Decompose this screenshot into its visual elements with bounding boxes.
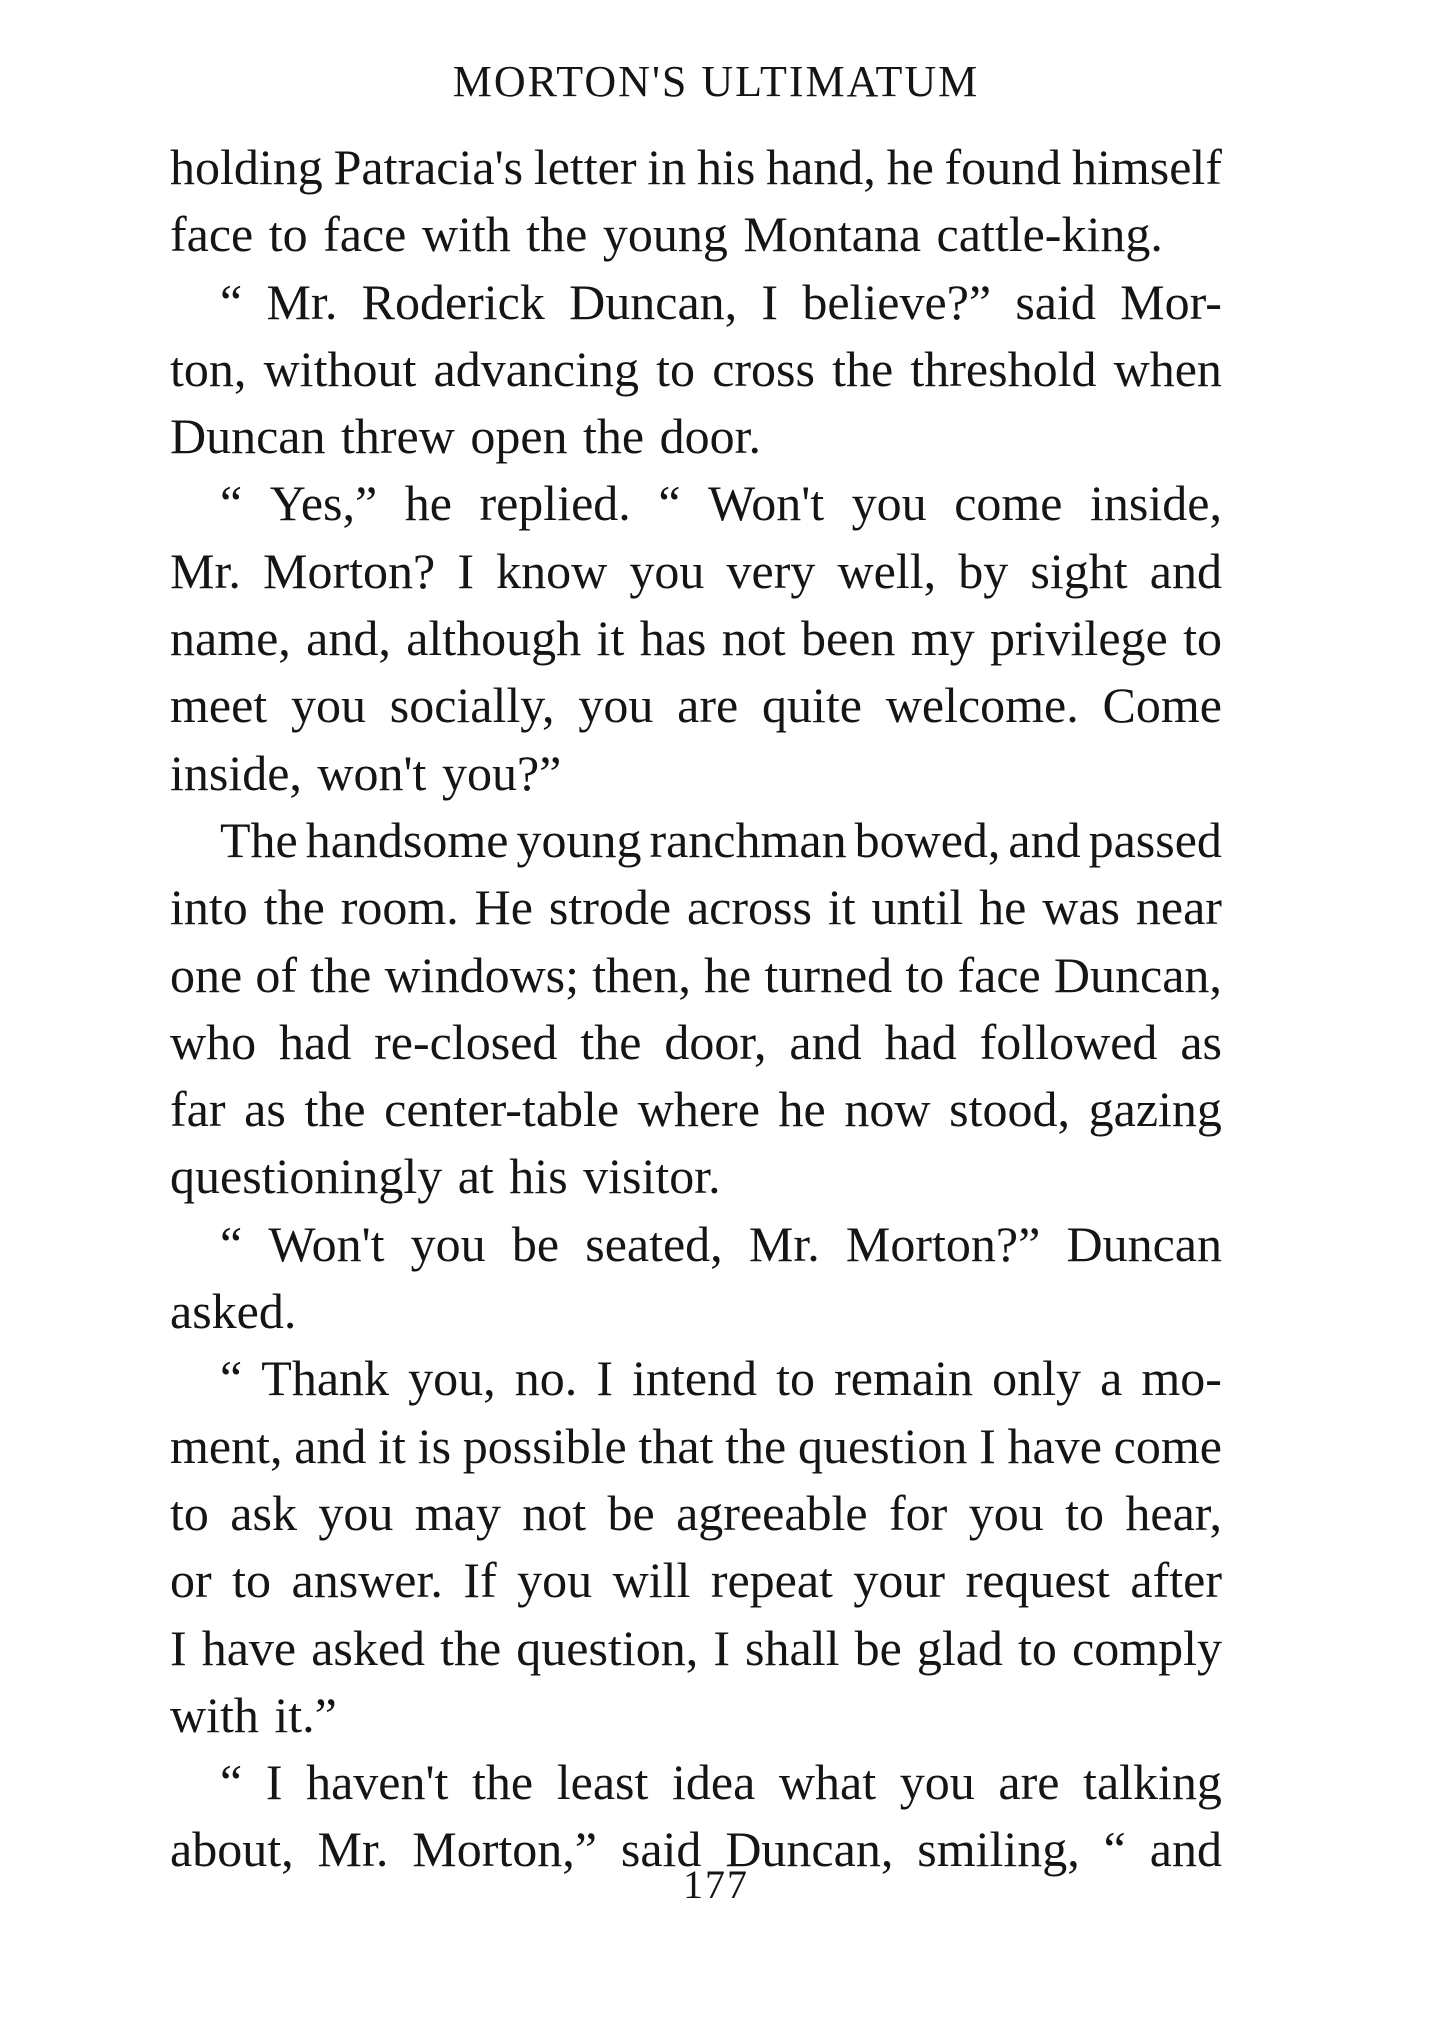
line-text: [220, 1345, 1222, 1412]
word: to: [1065, 1484, 1105, 1541]
paragraph: [170, 1211, 1222, 1346]
word: smiling,: [917, 1821, 1080, 1878]
word: question: [797, 1417, 968, 1474]
word: Morton?”: [845, 1215, 1041, 1272]
word: I: [265, 1754, 283, 1811]
word: he: [404, 475, 452, 532]
word: ton,: [170, 340, 247, 397]
word: haven't: [306, 1754, 449, 1811]
word: although: [406, 610, 582, 667]
line-text: [220, 1749, 1222, 1816]
word: it: [378, 1417, 406, 1474]
word: He: [474, 879, 533, 936]
word: name,: [170, 610, 291, 667]
word: has: [639, 610, 707, 667]
word: answer.: [291, 1552, 443, 1609]
word: inside,: [1090, 475, 1222, 532]
page-number: 177: [683, 1862, 749, 1907]
word: my: [910, 610, 975, 667]
word: agreeable: [676, 1484, 868, 1541]
word: well,: [837, 542, 937, 599]
word: by: [958, 542, 1009, 599]
word: handsome: [305, 811, 509, 868]
word: are: [677, 677, 739, 734]
word: Patracia's: [333, 139, 524, 195]
word: as: [244, 1081, 286, 1138]
word: replied.: [479, 475, 631, 532]
line-text: asked.: [170, 1283, 297, 1340]
word: hand,: [766, 139, 876, 195]
text-line: [170, 1076, 1222, 1143]
word: privilege: [990, 610, 1168, 667]
text-line: [170, 1009, 1222, 1076]
word: come: [1113, 1417, 1222, 1474]
word: to: [656, 340, 696, 397]
word: the: [304, 1081, 366, 1138]
word: not: [721, 610, 786, 667]
word: he: [979, 879, 1027, 936]
word: “: [658, 475, 681, 532]
word: have: [201, 1619, 297, 1676]
word: center-table: [384, 1081, 620, 1138]
word: a: [1100, 1350, 1123, 1407]
word: you: [290, 677, 366, 734]
word: his: [696, 139, 756, 195]
word: passed: [1088, 811, 1222, 868]
word: he: [778, 1081, 826, 1138]
word: I: [170, 1619, 187, 1676]
word: it: [827, 879, 856, 936]
word: Duncan: [1066, 1215, 1222, 1272]
text-line: [170, 605, 1222, 672]
text-line: [170, 538, 1222, 605]
word: or: [170, 1552, 212, 1609]
word: you: [578, 677, 654, 734]
word: very: [726, 542, 816, 599]
word: room.: [340, 879, 459, 936]
text-line: [170, 1682, 1222, 1749]
word: will: [612, 1552, 691, 1609]
word: “: [220, 1350, 243, 1407]
word: “: [1103, 1821, 1126, 1878]
line-text: [170, 874, 1222, 941]
word: been: [800, 610, 896, 667]
word: least: [556, 1754, 649, 1811]
text-line: [170, 269, 1222, 336]
line-text: [170, 336, 1222, 403]
word: may: [414, 1484, 501, 1541]
running-head: MORTON'S ULTIMATUM: [452, 57, 980, 106]
word: “: [220, 1215, 243, 1272]
word: Yes,”: [269, 475, 378, 532]
word: not: [522, 1484, 587, 1541]
body-text: [170, 134, 1222, 1884]
word: what: [778, 1754, 877, 1811]
text-line: [170, 336, 1222, 403]
line-text: [220, 1211, 1222, 1278]
word: request: [965, 1552, 1110, 1609]
word: across: [686, 879, 812, 936]
word: letter: [533, 139, 637, 195]
word: comply: [1072, 1619, 1222, 1676]
word: without: [263, 340, 417, 397]
word: it: [596, 610, 625, 667]
word: Morton?: [263, 542, 436, 599]
word: repeat: [710, 1552, 833, 1609]
text-line: [170, 1211, 1222, 1278]
word: bowed,: [854, 811, 1001, 868]
word: himself: [1071, 139, 1222, 195]
word: you: [629, 542, 705, 599]
word: about,: [170, 1821, 294, 1878]
word: talking: [1083, 1754, 1222, 1811]
line-text: [170, 1009, 1222, 1076]
word: be: [607, 1484, 655, 1541]
word: I: [713, 1619, 730, 1676]
word: of: [255, 946, 298, 1003]
word: near: [1135, 879, 1222, 936]
word: the: [580, 1013, 642, 1070]
word: glad: [916, 1619, 1003, 1676]
word: one: [170, 946, 243, 1003]
word: no.: [514, 1350, 578, 1407]
word: followed: [979, 1013, 1158, 1070]
line-text: [170, 942, 1222, 1009]
word: Thank: [261, 1350, 390, 1407]
word: the: [310, 946, 372, 1003]
word: and: [1149, 1821, 1222, 1878]
word: come: [954, 475, 1063, 532]
word: when: [1113, 340, 1222, 397]
word: you: [851, 475, 927, 532]
line-text: [170, 1480, 1222, 1547]
line-text: [170, 672, 1222, 739]
line-text: [220, 807, 1222, 874]
text-line: [170, 807, 1222, 874]
word: the: [263, 879, 325, 936]
word: The: [220, 811, 298, 868]
word: turned: [764, 946, 893, 1003]
word: into: [170, 879, 248, 936]
word: and: [1149, 542, 1222, 599]
word: you,: [408, 1350, 496, 1407]
word: “: [220, 273, 243, 330]
word: far: [170, 1081, 226, 1138]
word: he: [886, 139, 934, 195]
word: said: [1015, 273, 1096, 330]
line-text: [170, 605, 1222, 672]
word: asked: [311, 1619, 426, 1676]
word: had: [884, 1013, 957, 1070]
word: and,: [306, 610, 391, 667]
word: and: [294, 1417, 367, 1474]
word: and: [789, 1013, 862, 1070]
line-text: [220, 470, 1222, 537]
word: remain: [834, 1350, 973, 1407]
word: Won't: [708, 475, 825, 532]
word: you: [517, 1552, 593, 1609]
word: holding: [170, 139, 323, 195]
text-line: [170, 1345, 1222, 1412]
word: meet: [170, 677, 268, 734]
text-line: [170, 942, 1222, 1009]
word: Come: [1102, 677, 1222, 734]
paragraph: [170, 470, 1222, 806]
line-text: [170, 1547, 1222, 1614]
line-text: [170, 1413, 1222, 1480]
word: the: [440, 1619, 502, 1676]
line-text: [170, 1615, 1222, 1682]
word: Mr.: [266, 273, 338, 330]
word: that: [638, 1417, 714, 1474]
text-line: [170, 201, 1222, 268]
word: was: [1042, 879, 1121, 936]
word: where: [637, 1081, 760, 1138]
word: know: [496, 542, 608, 599]
word: stood,: [949, 1081, 1070, 1138]
word: “: [220, 1754, 243, 1811]
line-text: with it.”: [170, 1686, 337, 1743]
text-line: [170, 1547, 1222, 1614]
paragraph: [170, 1345, 1222, 1749]
line-text: [170, 134, 1222, 201]
word: to: [1183, 610, 1222, 667]
word: I: [457, 542, 474, 599]
word: sight: [1030, 542, 1128, 599]
word: “: [220, 475, 243, 532]
text-line: [170, 134, 1222, 201]
word: question,: [516, 1619, 699, 1676]
word: ranchman: [649, 811, 847, 868]
word: then,: [592, 946, 691, 1003]
word: Mr.: [317, 1821, 389, 1878]
word: believe?”: [802, 273, 992, 330]
word: to: [776, 1350, 816, 1407]
text-line: [170, 1615, 1222, 1682]
word: strode: [548, 879, 672, 936]
text-line: [170, 470, 1222, 537]
word: Duncan,: [569, 273, 738, 330]
word: ment,: [170, 1417, 283, 1474]
paragraph: [170, 269, 1222, 471]
word: Duncan,: [725, 1821, 894, 1878]
word: you: [968, 1484, 1044, 1541]
word: are: [998, 1754, 1060, 1811]
text-line: [170, 874, 1222, 941]
word: Morton,”: [412, 1821, 597, 1878]
word: face: [957, 946, 1041, 1003]
text-line: [170, 1143, 1222, 1210]
word: shall: [745, 1619, 840, 1676]
word: young: [516, 811, 642, 868]
word: the: [725, 1417, 787, 1474]
word: re-closed: [374, 1013, 558, 1070]
paragraph: [170, 134, 1222, 269]
word: after: [1130, 1552, 1222, 1609]
word: be: [511, 1215, 560, 1272]
word: had: [279, 1013, 352, 1070]
word: I: [761, 273, 779, 330]
word: I: [596, 1350, 613, 1407]
line-text: [170, 1076, 1222, 1143]
word: only: [992, 1350, 1081, 1407]
word: hear,: [1125, 1484, 1222, 1541]
word: for: [889, 1484, 948, 1541]
word: said: [620, 1821, 702, 1878]
word: Duncan,: [1053, 946, 1222, 1003]
word: who: [170, 1013, 257, 1070]
word: welcome.: [885, 677, 1079, 734]
word: Mor-: [1120, 273, 1222, 330]
word: If: [463, 1552, 497, 1609]
line-text: inside, won't you?”: [170, 744, 562, 801]
word: gazing: [1088, 1081, 1222, 1138]
word: to: [1018, 1619, 1057, 1676]
word: and: [1008, 811, 1081, 868]
word: cross: [712, 340, 815, 397]
word: socially,: [389, 677, 555, 734]
word: your: [853, 1552, 946, 1609]
word: threshold: [910, 340, 1097, 397]
word: door,: [664, 1013, 767, 1070]
word: advancing: [433, 340, 639, 397]
word: intend: [632, 1350, 758, 1407]
word: until: [871, 879, 964, 936]
word: the: [472, 1754, 534, 1811]
text-line: [170, 740, 1222, 807]
paragraph: [170, 807, 1222, 1211]
word: you: [410, 1215, 486, 1272]
word: ask: [230, 1484, 297, 1541]
text-line: [170, 672, 1222, 739]
line-text: [170, 538, 1222, 605]
word: Mr.: [170, 542, 241, 599]
word: have: [1007, 1417, 1102, 1474]
word: as: [1180, 1013, 1222, 1070]
text-line: [170, 1278, 1222, 1345]
line-text: face to face with the young Montana cattle-king.: [170, 206, 1163, 263]
word: seated,: [585, 1215, 723, 1272]
word: be: [854, 1619, 902, 1676]
word: in: [647, 139, 687, 195]
line-text: Duncan threw open the door.: [170, 408, 762, 465]
word: you: [318, 1484, 394, 1541]
text-line: [170, 1480, 1222, 1547]
word: to: [905, 946, 945, 1003]
text-line: [170, 1749, 1222, 1816]
line-text: questioningly at his visitor.: [170, 1148, 721, 1205]
word: you: [899, 1754, 975, 1811]
word: Roderick: [361, 273, 545, 330]
word: Mr.: [748, 1215, 820, 1272]
word: Won't: [268, 1215, 385, 1272]
word: mo-: [1141, 1350, 1222, 1407]
word: is: [417, 1417, 452, 1474]
word: idea: [672, 1754, 756, 1811]
text-line: [170, 1413, 1222, 1480]
line-text: [220, 269, 1222, 336]
word: I: [979, 1417, 996, 1474]
word: he: [704, 946, 752, 1003]
text-line: [170, 403, 1222, 470]
word: found: [944, 139, 1062, 195]
word: now: [844, 1081, 931, 1138]
word: quite: [761, 677, 862, 734]
word: windows;: [384, 946, 580, 1003]
word: to: [232, 1552, 272, 1609]
word: the: [832, 340, 894, 397]
word: possible: [462, 1417, 627, 1474]
word: to: [170, 1484, 209, 1541]
